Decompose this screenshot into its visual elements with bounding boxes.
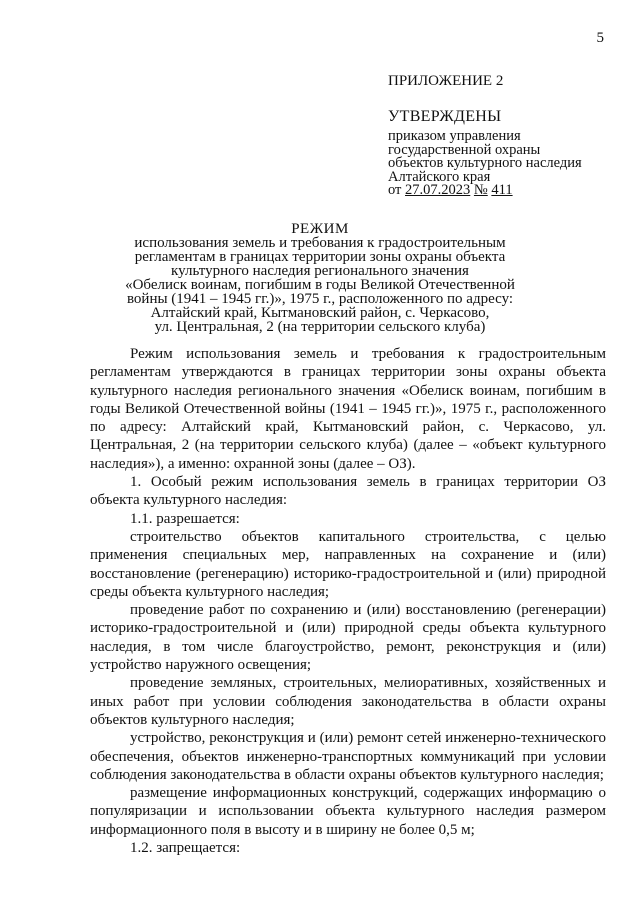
paragraph: устройство, реконструкция и (или) ремонт сетей инженерно-технического обеспечения, объектов инженерно-транспортных коммуникаций при условии соблюдения законодательства в области охраны объектов культурного наследия; (90, 730, 606, 783)
approval-line: объектов культурного наследия (388, 155, 582, 171)
from-label: от (388, 182, 402, 198)
document-body (90, 345, 606, 857)
regime-title: РЕЖИМ (291, 221, 349, 237)
regime-heading (0, 222, 640, 334)
appendix-label: ПРИЛОЖЕНИЕ 2 (388, 73, 504, 89)
paragraph: 1. Особый режим использования земель в границах территории ОЗ объекта культурного наследия: (90, 474, 606, 509)
regime-line: ул. Центральная, 2 (на территории сельского клуба) (154, 319, 486, 335)
order-reference (388, 184, 628, 198)
regime-line: регламентам в границах территории зоны охраны объекта (134, 249, 506, 265)
paragraph: 1.1. разрешается: (130, 510, 240, 527)
regime-line: культурного наследия регионального значения (171, 263, 469, 279)
paragraph: проведение работ по сохранению и (или) восстановлению (регенерации) историко-градостроительной и (или) природной среды объекта культурного наследия, в том числе благоустройство, ремонт, реконструкция и (или) устройство наружного освещения; (90, 602, 606, 674)
paragraph: Режим использования земель и требования к градостроительным регламентам утверждаются в границах территории зоны охраны объекта культурного наследия регионального значения «Обелиск воинам, погибшим в годы Великой Отечественной войны (1941 – 1945 гг.)», 1975 г., расположенного по адресу: Алтайский край, Кытмановский район, с. Черкасово, ул. Центральная, 2 (на территории сельского клуба) (далее – «объект культурного наследия»), а именно: охранной зоны (далее – ОЗ). (90, 346, 606, 472)
order-date: 27.07.2023 (405, 182, 471, 198)
approval-line: приказом управления (388, 128, 521, 144)
page-number: 5 (596, 30, 604, 46)
approved-label: УТВЕРЖДЕНЫ (388, 108, 502, 125)
paragraph: строительство объектов капитального строительства, с целью применения специальных мер, направленных на сохранение и (или) восстановление (регенерацию) историко-градостроительной и (или) природной среды объекта культурного наследия; (90, 528, 606, 600)
paragraph: проведение земляных, строительных, мелиоративных, хозяйственных и иных работ при условии соблюдения законодательства в области охраны объектов культурного наследия; (90, 675, 606, 728)
paragraph: размещение информационных конструкций, содержащих информацию о популяризации и использовании объекта культурного наследия размером информационного поля в высоту и в ширину не более 0,5 м; (90, 785, 606, 838)
regime-line: «Обелиск воинам, погибшим в годы Великой Отечественной (125, 277, 515, 293)
order-number: 411 (491, 182, 513, 198)
regime-line: Алтайский край, Кытмановский район, с. Черкасово, (150, 305, 490, 321)
approval-line: государственной охраны (388, 141, 541, 158)
paragraph: 1.2. запрещается: (130, 840, 241, 857)
approval-block (388, 74, 628, 198)
number-label: № (473, 182, 488, 198)
approval-line: Алтайского края (388, 168, 491, 185)
regime-line: использования земель и требования к градостроительным (134, 235, 506, 251)
regime-line: войны (1941 – 1945 гг.)», 1975 г., расположенного по адресу: (126, 291, 514, 307)
